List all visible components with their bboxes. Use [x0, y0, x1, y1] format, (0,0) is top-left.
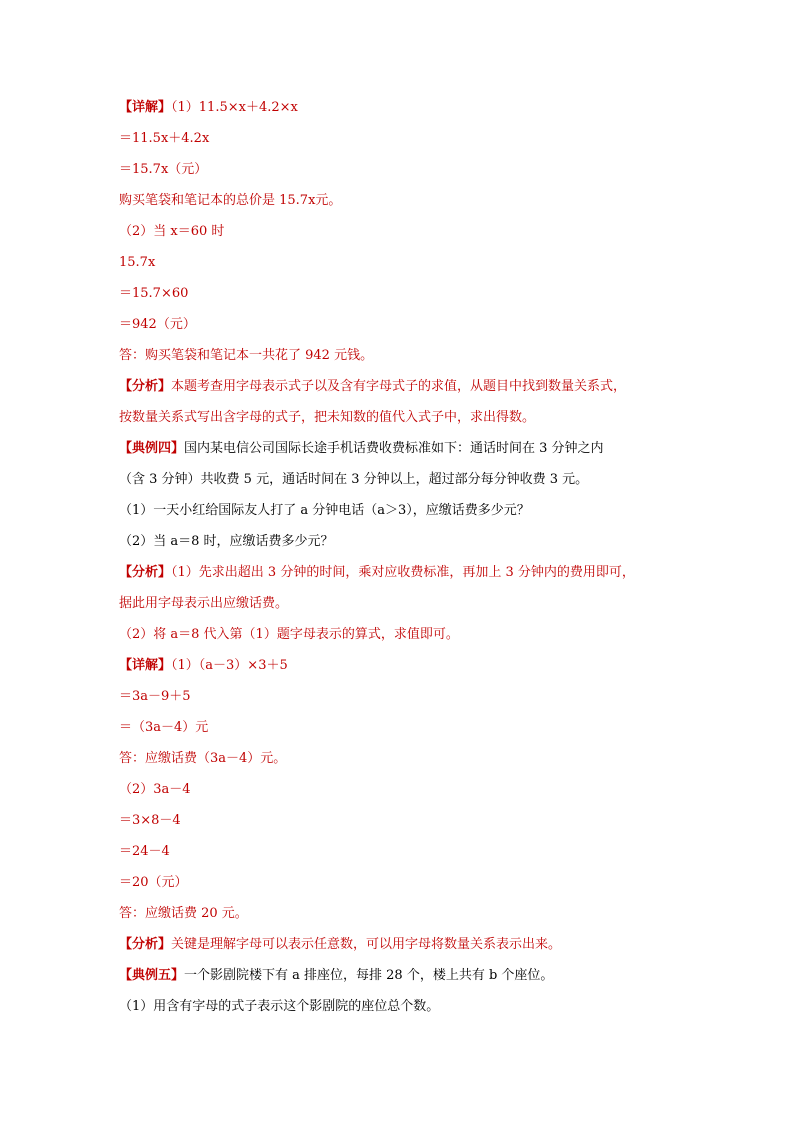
- line-18: （2）将 a＝8 代入第（1）题字母表示的算式，求值即可。: [119, 627, 459, 642]
- document-body: [119, 92, 699, 1022]
- line-14: （1）一天小红给国际友人打了 a 分钟电话（a＞3），应缴话费多少元？: [119, 503, 530, 518]
- line-19: [119, 650, 699, 681]
- line-5: （2）当 x＝60 时: [119, 224, 225, 239]
- line-3: ＝15.7x（元）: [119, 162, 208, 177]
- line-23: （2）3a－4: [119, 782, 191, 797]
- line-text: （1）（a－3）×3＋5: [171, 658, 288, 673]
- line-11: 按数量关系式写出含字母的式子，把未知数的值代入式子中，求出得数。: [119, 410, 536, 425]
- line-20: ＝3a－9＋5: [119, 689, 191, 704]
- line-21: ＝（3a－4）元: [119, 720, 209, 735]
- line-text: 国内某电信公司国际长途手机话费收费标准如下：通话时间在 3 分钟之内: [184, 441, 604, 456]
- line-text: 本题考查用字母表示式子以及含有字母式子的求值，从题目中找到数量关系式，: [171, 379, 627, 394]
- example-tag: 【典例四】: [119, 441, 185, 456]
- section-tag: 【分析】: [119, 937, 172, 952]
- line-29: [119, 960, 699, 991]
- line-13: （含 3 分钟）共收费 5 元，通话时间在 3 分钟以上，超过部分每分钟收费 3 元。: [119, 472, 589, 487]
- section-tag: 【分析】: [119, 565, 172, 580]
- example-tag: 【典例五】: [119, 968, 185, 983]
- line-17: 据此用字母表示出应缴话费。: [119, 596, 289, 611]
- line-22: 答：应缴话费（3a－4）元。: [119, 751, 287, 766]
- line-text: 一个影剧院楼下有 a 排座位，每排 28 个，楼上共有 b 个座位。: [184, 968, 554, 983]
- line-25: ＝24－4: [119, 844, 170, 859]
- line-9: 答：购买笔袋和笔记本一共花了 942 元钱。: [119, 348, 374, 363]
- line-4: 购买笔袋和笔记本的总价是 15.7x元。: [119, 193, 342, 208]
- section-tag: 【分析】: [119, 379, 172, 394]
- line-8: ＝942（元）: [119, 317, 196, 332]
- line-text: （1）11.5×x＋4.2×x: [171, 100, 298, 115]
- line-28: [119, 929, 699, 960]
- section-tag: 【详解】: [119, 658, 172, 673]
- line-10: [119, 371, 699, 402]
- line-2: ＝11.5x＋4.2x: [119, 131, 210, 146]
- line-30: （1）用含有字母的式子表示这个影剧院的座位总个数。: [119, 999, 440, 1014]
- line-16: [119, 557, 699, 588]
- line-text: （1）先求出超出 3 分钟的时间，乘对应收费标准，再加上 3 分钟内的费用即可，: [171, 565, 635, 580]
- line-15: （2）当 a＝8 时，应缴话费多少元？: [119, 534, 334, 549]
- line-26: ＝20（元）: [119, 875, 188, 890]
- section-tag: 【详解】: [119, 100, 172, 115]
- line-6: 15.7x: [119, 255, 156, 270]
- line-27: 答：应缴话费 20 元。: [119, 906, 248, 921]
- line-7: ＝15.7×60: [119, 286, 189, 301]
- line-text: 关键是理解字母可以表示任意数，可以用字母将数量关系表示出来。: [171, 937, 562, 952]
- line-12: [119, 433, 699, 464]
- line-1: [119, 92, 699, 123]
- line-24: ＝3×8－4: [119, 813, 181, 828]
